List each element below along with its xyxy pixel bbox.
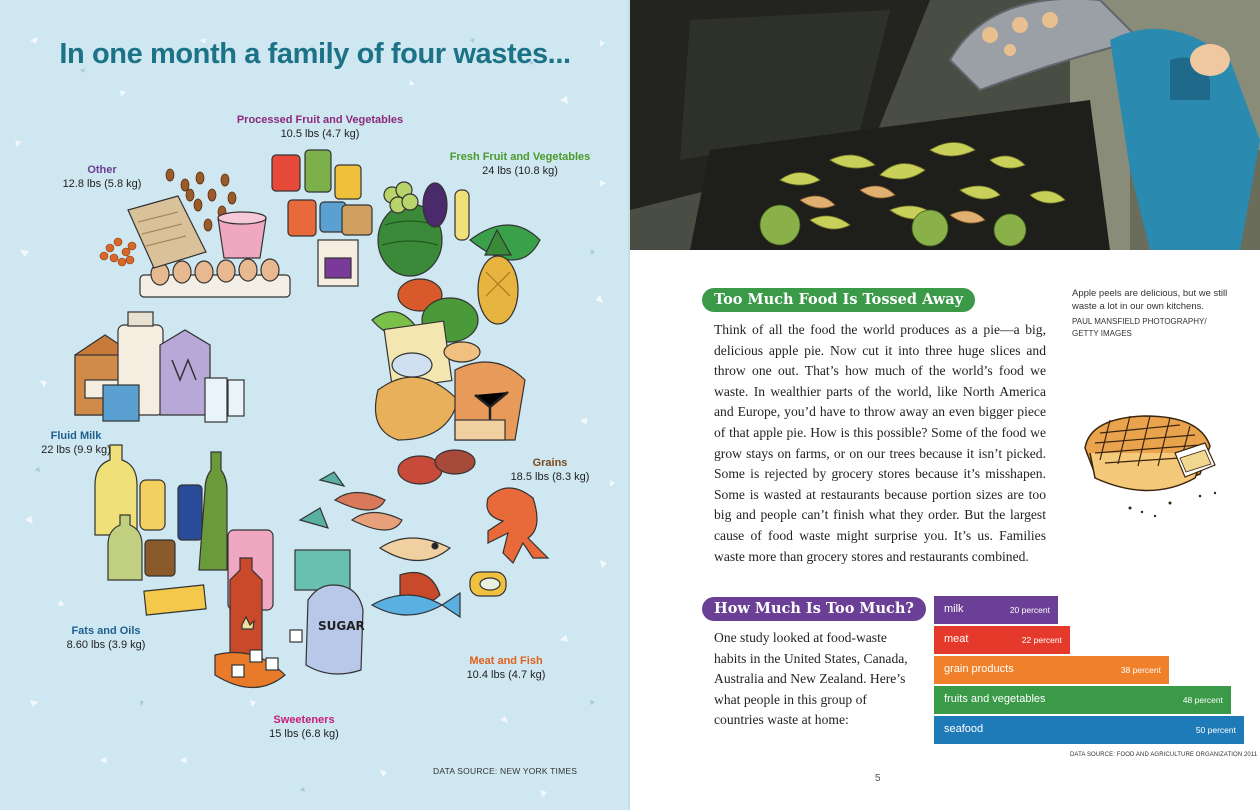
category-name: Sweeteners bbox=[273, 714, 335, 726]
bar-value-label: 20 percent bbox=[1009, 605, 1050, 615]
bar-value-label: 38 percent bbox=[1120, 665, 1161, 675]
bar-milk bbox=[934, 596, 1058, 624]
canned-food-illustration bbox=[272, 150, 372, 286]
food-waste-bar-chart bbox=[930, 596, 1260, 771]
bar-value-label: 22 percent bbox=[1021, 635, 1062, 645]
category-name: Fresh Fruit and Vegetables bbox=[449, 151, 591, 163]
category-amount: 12.8 lbs (5.8 kg) bbox=[62, 178, 142, 190]
shredded-carrot-illustration bbox=[100, 238, 136, 266]
infographic-title: In one month a family of four wastes... bbox=[59, 38, 571, 70]
section-heading-too-much-food: Too Much Food Is Tossed Away bbox=[702, 288, 975, 312]
category-name: Other bbox=[87, 164, 117, 176]
bar-value-label: 50 percent bbox=[1195, 725, 1236, 735]
category-grains bbox=[500, 456, 600, 484]
bar-label: milk bbox=[944, 603, 964, 615]
category-amount: 18.5 lbs (8.3 kg) bbox=[510, 471, 590, 483]
category-meat-fish bbox=[456, 654, 556, 682]
apple-pie-illustration bbox=[1070, 408, 1240, 528]
category-amount: 22 lbs (9.9 kg) bbox=[41, 444, 111, 456]
page-number: 5 bbox=[875, 773, 881, 784]
bar-fruits-and-vegetables bbox=[934, 686, 1231, 714]
photo-credit: PAUL MANSFIELD PHOTOGRAPHY/ GETTY IMAGES bbox=[1072, 317, 1207, 338]
bar-value-label: 48 percent bbox=[1182, 695, 1223, 705]
bar-grain-products bbox=[934, 656, 1169, 684]
bar-label: seafood bbox=[944, 723, 984, 735]
category-name: Grains bbox=[532, 457, 568, 469]
category-fats-oils bbox=[56, 624, 156, 652]
paragraph-study-intro: One study looked at food-waste habits in the United States, Canada, Australia and New Zealand. Here’s what people in this group of countries waste at home: bbox=[714, 630, 908, 728]
category-name: Fats and Oils bbox=[71, 625, 141, 637]
fresh-produce-illustration bbox=[372, 182, 540, 342]
category-fresh-fruit-vegetables bbox=[430, 150, 610, 178]
category-amount: 10.4 lbs (4.7 kg) bbox=[466, 669, 546, 681]
category-amount: 15 lbs (6.8 kg) bbox=[269, 728, 339, 740]
bar-meat bbox=[934, 626, 1070, 654]
category-other bbox=[52, 163, 152, 191]
bar-label: meat bbox=[944, 633, 969, 645]
category-fluid-milk bbox=[28, 429, 124, 457]
bar-label: grain products bbox=[944, 663, 1014, 675]
pink-cup-illustration bbox=[218, 212, 266, 258]
right-page bbox=[630, 0, 1260, 810]
sweeteners-illustration bbox=[215, 508, 365, 688]
photo-caption: Apple peels are delicious, but we still waste a lot in our own kitchens. bbox=[1072, 288, 1228, 312]
category-sweeteners bbox=[254, 713, 354, 741]
oil-bottles-illustration bbox=[95, 445, 227, 615]
category-processed-fruit-vegetables bbox=[230, 113, 410, 141]
bar-seafood bbox=[934, 716, 1244, 744]
section-heading-how-much: How Much Is Too Much? bbox=[702, 597, 926, 621]
category-amount: 10.5 lbs (4.7 kg) bbox=[280, 128, 360, 140]
left-data-source: DATA SOURCE: NEW YORK TIMES bbox=[433, 766, 578, 776]
category-name: Fluid Milk bbox=[50, 430, 102, 442]
category-name: Processed Fruit and Vegetables bbox=[236, 114, 404, 126]
category-amount: 8.60 lbs (3.9 kg) bbox=[66, 639, 146, 651]
category-amount: 24 lbs (10.8 kg) bbox=[482, 165, 558, 177]
milk-cartons-illustration bbox=[75, 312, 244, 422]
chart-data-source: DATA SOURCE: FOOD AND AGRICULTURE ORGANIZATION 2011 bbox=[1070, 752, 1258, 758]
compost-photo bbox=[630, 0, 1260, 250]
compost-photo-illustration bbox=[630, 0, 1260, 250]
bar-label: fruits and vegetables bbox=[944, 693, 1046, 705]
paragraph-food-waste-intro: Think of all the food the world produces as a pie—a big, delicious apple pie. Now cut it into three huge slices and throw one out. That’s how much of the world’s food we waste. In wealthier parts of the world, like North America and Europe, you’d have to throw away an even bigger piece of that apple pie. How is this possible? Some of the food we grow stays on farms, or on our trees because it isn’t picked. Some is rejected by grocery stores because it’s misshapen. Some is wasted at restaurants because portion sizes are too big and people can’t finish what they order. But the largest cause of food waste might surprise you. It’s us. Families waste more than grocery stores and restaurants combined. bbox=[714, 322, 1046, 564]
category-name: Meat and Fish bbox=[469, 655, 543, 667]
sugar-bag-label: SUGAR bbox=[318, 619, 365, 633]
